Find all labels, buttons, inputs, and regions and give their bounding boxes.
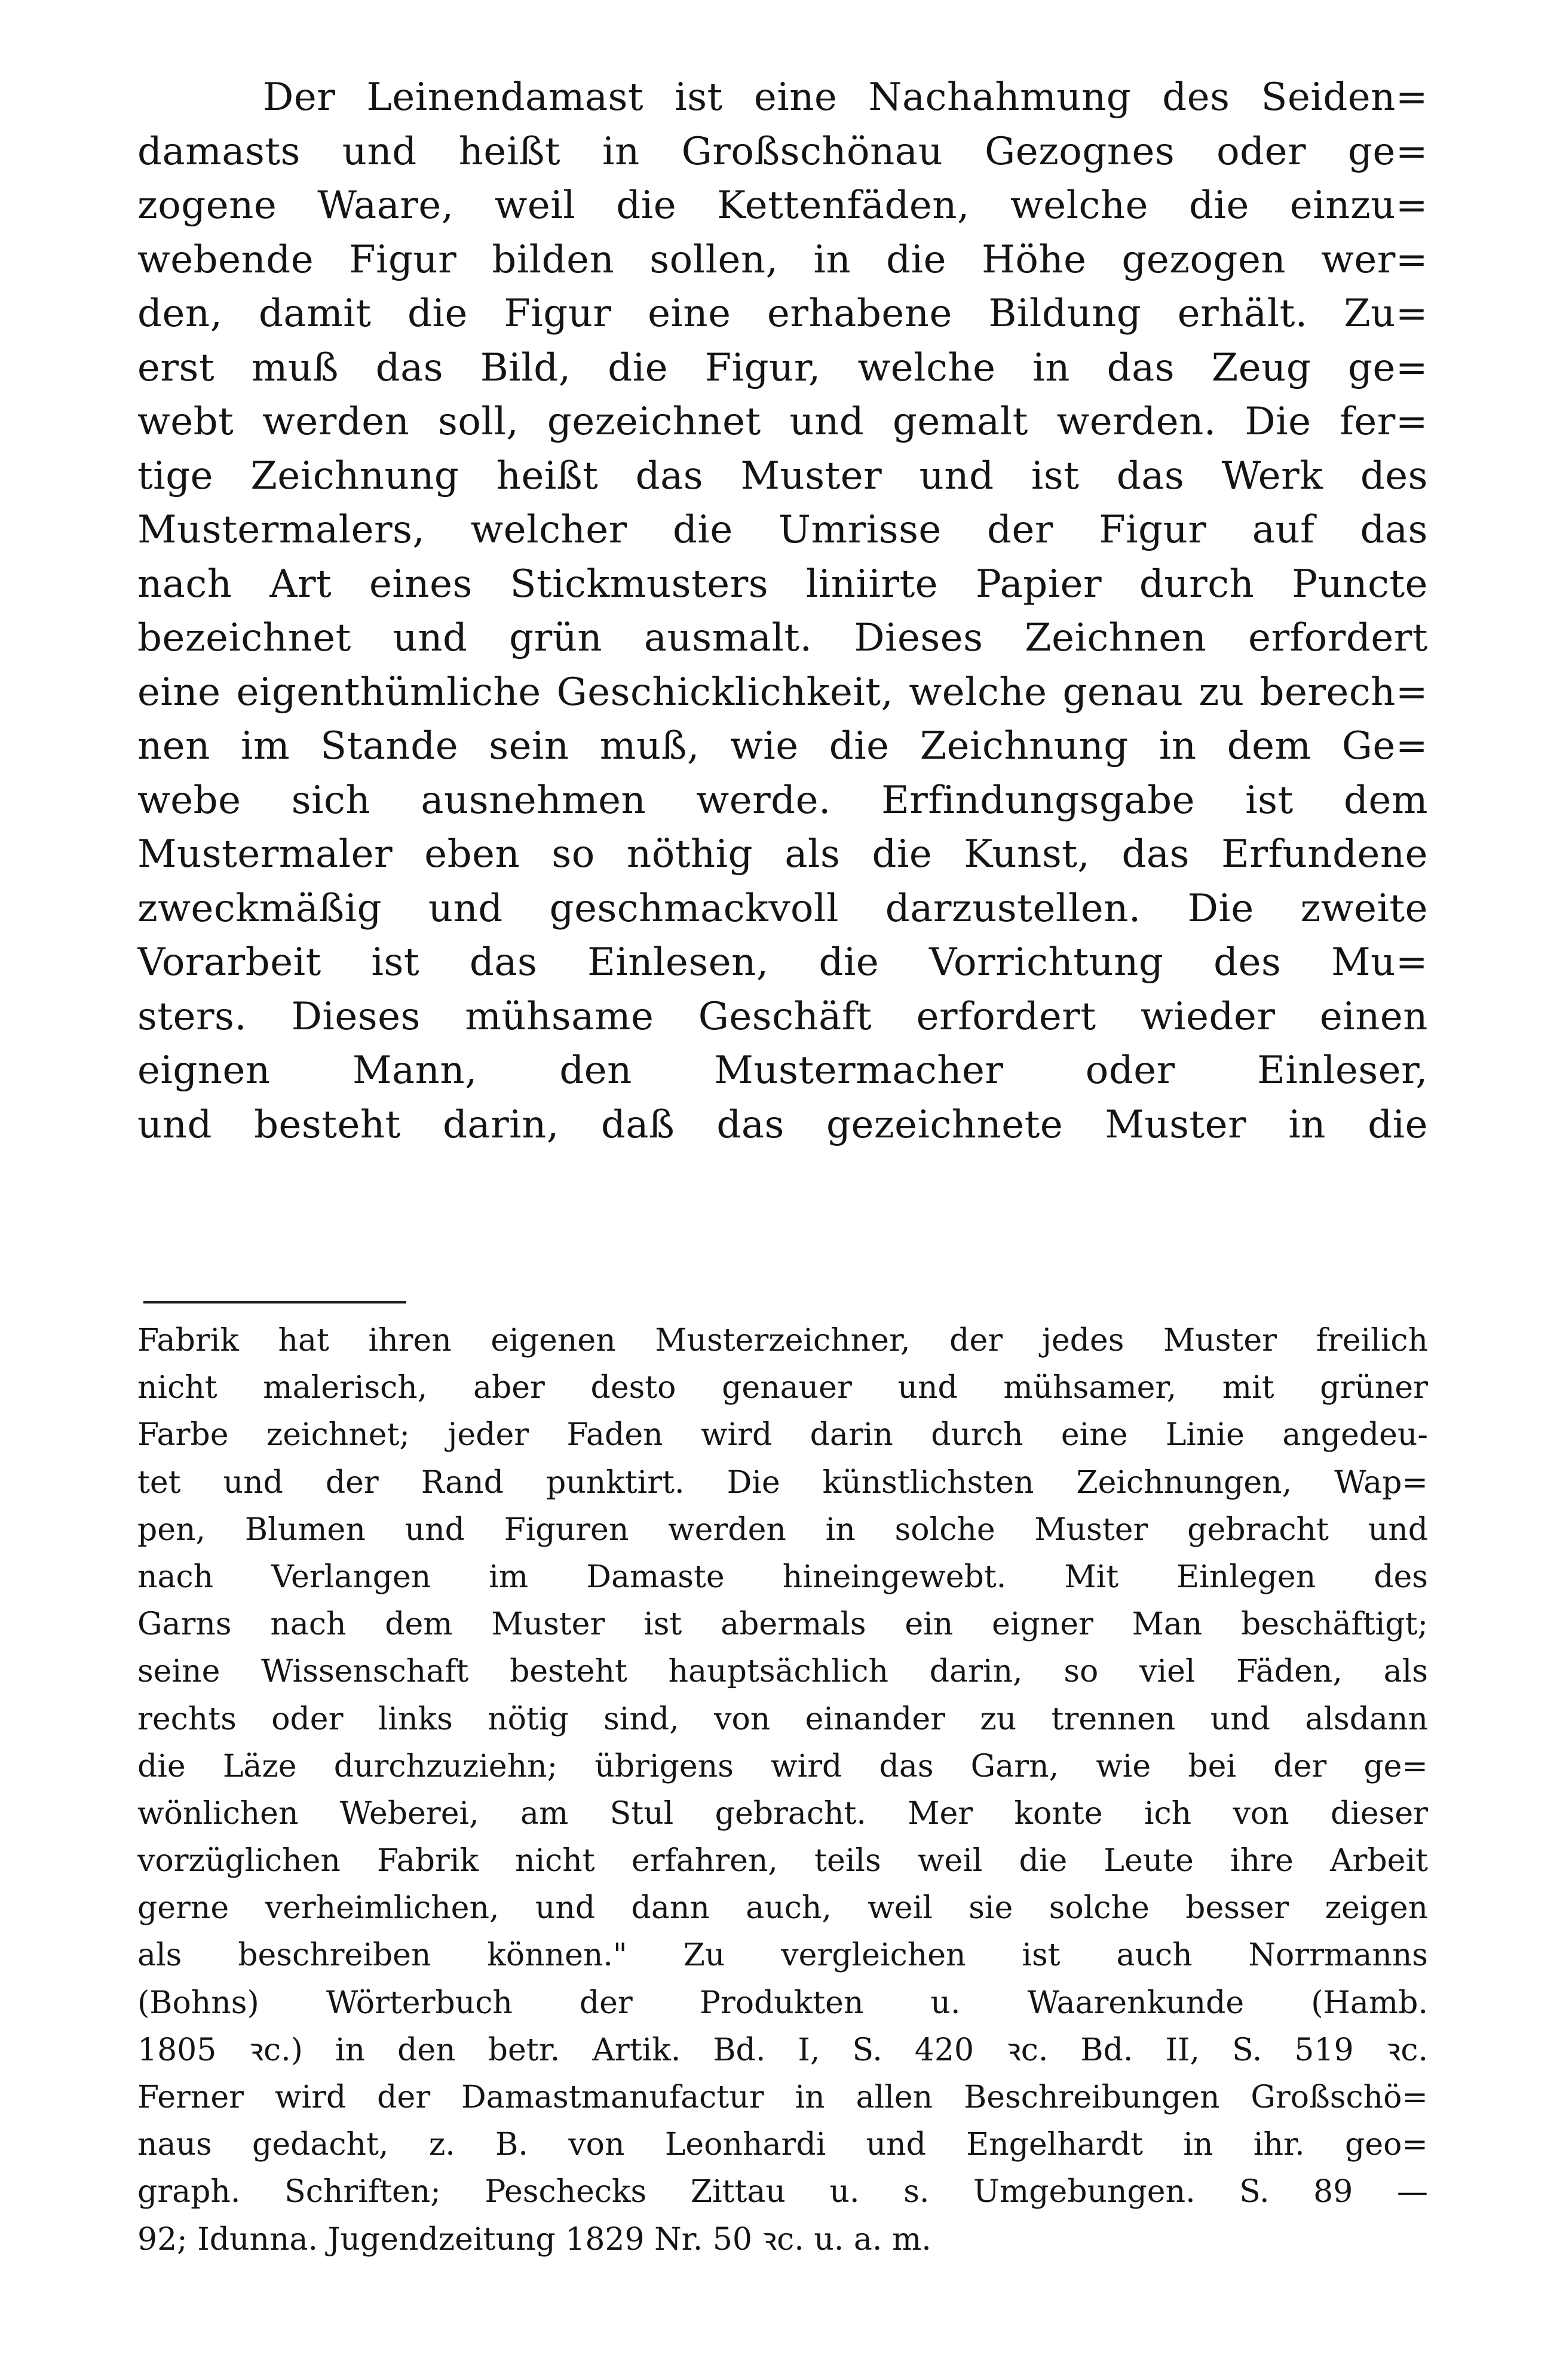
text-line: Vorarbeit ist das Einlesen, die Vorrichtung des Mu= [137,940,1428,984]
text-line: Mustermalers, welcher die Umrisse der Figur auf das [137,508,1428,552]
text-line: damasts und heißt in Großschönau Gezognes oder ge= [137,129,1428,174]
footnote-line: wönlichen Weberei, am Stul gebracht. Mer konte ich von dieser [137,1795,1428,1832]
footnote-line: gerne verheimlichen, und dann auch, weil sie solche besser zeigen [137,1890,1428,1927]
footnote-line: graph. Schriften; Peschecks Zittau u. s. Umgebungen. S. 89 — [137,2174,1428,2210]
footnote-line: (Bohns) Wörterbuch der Produkten u. Waarenkunde (Hamb. [137,1985,1428,2021]
footnote-line: Farbe zeichnet; jeder Faden wird darin durch eine Linie angedeu- [137,1417,1428,1453]
text-line: nach Art eines Stickmusters liniirte Papier durch Puncte [137,562,1428,606]
text-line: eine eigenthümliche Geschicklichkeit, welche genau zu berech= [137,670,1428,714]
footnote-line: nicht malerisch, aber desto genauer und mühsamer, mit grüner [137,1370,1428,1406]
text-line: nen im Stande sein muß, wie die Zeichnung in dem Ge= [137,724,1428,768]
text-line: eignen Mann, den Mustermacher oder Einleser, [137,1048,1428,1093]
footnote-line: die Läze durchzuziehn; übrigens wird das Garn, wie bei der ge= [137,1748,1428,1784]
footnote-line: rechts oder links nötig sind, von einander zu trennen und alsdann [137,1701,1428,1737]
text-line: webt werden soll, gezeichnet und gemalt werden. Die fer= [137,400,1428,444]
text-line: Mustermaler eben so nöthig als die Kunst, das Erfundene [137,832,1428,876]
footnote-block [137,1317,1428,2264]
footnote-line: seine Wissenschaft besteht hauptsächlich darin, so viel Fäden, als [137,1654,1428,1690]
text-line: den, damit die Figur eine erhabene Bildung erhält. Zu= [137,292,1428,336]
text-line: sters. Dieses mühsame Geschäft erfordert wieder einen [137,994,1428,1039]
footnote-line: Garns nach dem Muster ist abermals ein eigner Man beschäftigt; [137,1606,1428,1643]
text-line: webende Figur bilden sollen, in die Höhe gezogen wer= [137,237,1428,282]
text-line: webe sich ausnehmen werde. Erfindungsgabe ist dem [137,778,1428,823]
footnote-line: Ferner wird der Damastmanufactur in allen Beschreibungen Großschö= [137,2080,1428,2115]
main-text-block [137,70,1428,1152]
text-line: zogene Waare, weil die Kettenfäden, welche die einzu= [137,183,1428,228]
footnote-divider [143,1301,406,1304]
footnote-line: als beschreiben können." Zu vergleichen ist auch Norrmanns [137,1937,1428,1974]
text-line: tige Zeichnung heißt das Muster und ist das Werk des [137,453,1428,498]
footnote-line: pen, Blumen und Figuren werden in solche Muster gebracht und [137,1511,1428,1548]
footnote-line: Fabrik hat ihren eigenen Musterzeichner, der jedes Muster freilich [137,1323,1428,1358]
text-line: Der Leinendamast ist eine Nachahmung des Seiden= [263,75,1428,119]
footnote-line: nach Verlangen im Damaste hineingewebt. Mit Einlegen des [137,1559,1428,1595]
footnote-line: 1805 ꝛc.) in den betr. Artik. Bd. I, S. 420 ꝛc. Bd. II, S. 519 ꝛc. [137,2032,1428,2068]
text-line: zweckmäßig und geschmackvoll darzustellen. Die zweite [137,886,1428,931]
text-line: und besteht darin, daß das gezeichnete Muster in die [137,1102,1428,1147]
footnote-line: naus gedacht, z. B. von Leonhardi und Engelhardt in ihr. geo= [137,2127,1428,2163]
footnote-line: 92; Idunna. Jugendzeitung 1829 Nr. 50 ꝛc. u. a. m. [137,2221,931,2258]
text-line: erst muß das Bild, die Figur, welche in das Zeug ge= [137,345,1428,390]
text-line: bezeichnet und grün ausmalt. Dieses Zeichnen erfordert [137,616,1428,660]
footnote-line: vorzüglichen Fabrik nicht erfahren, teils weil die Leute ihre Arbeit [137,1843,1428,1879]
footnote-line: tet und der Rand punktirt. Die künstlichsten Zeichnungen, Wap= [137,1464,1428,1501]
